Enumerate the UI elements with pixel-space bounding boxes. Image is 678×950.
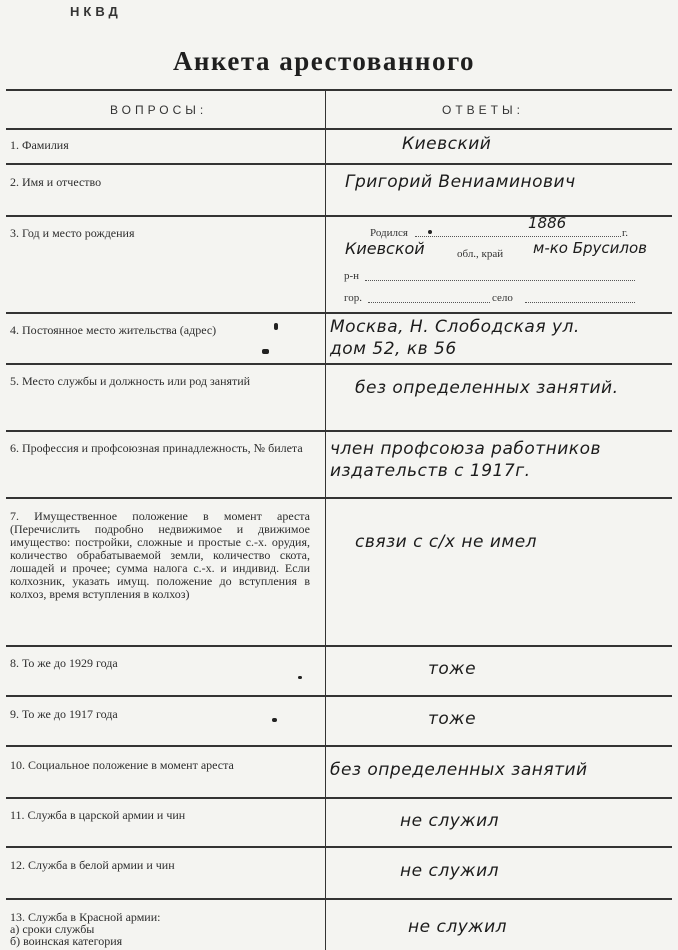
questions-column-header: ВОПРОСЫ: bbox=[110, 103, 208, 117]
row-separator bbox=[6, 645, 672, 647]
question-red-army: 13. Служба в Красной армии: а) сроки службы б) воинская категория bbox=[10, 910, 161, 948]
birth-city-line bbox=[368, 302, 490, 303]
answer-white-army: не служил bbox=[400, 861, 499, 881]
row-separator bbox=[6, 215, 672, 217]
row-separator bbox=[6, 846, 672, 848]
ink-mark bbox=[274, 323, 278, 330]
answer-employment: без определенных занятий. bbox=[355, 378, 619, 398]
answer-property-1917: тоже bbox=[428, 709, 477, 729]
row-separator bbox=[6, 898, 672, 900]
question-name-patronymic: 2. Имя и отчество bbox=[10, 175, 102, 189]
birth-year-line bbox=[415, 236, 621, 237]
table-top-rule bbox=[6, 89, 672, 91]
row-separator bbox=[6, 363, 672, 365]
birth-village-label: село bbox=[492, 292, 513, 304]
table-header-rule bbox=[6, 128, 672, 130]
birth-district-label: р-н bbox=[344, 270, 360, 282]
answer-name-patronymic: Григорий Вениаминович bbox=[345, 172, 576, 192]
birth-village-line bbox=[525, 302, 635, 303]
answer-property: связи с с/х не имел bbox=[355, 532, 538, 552]
question-residence: 4. Постоянное место жительства (адрес) bbox=[10, 323, 217, 337]
answer-social-status: без определенных занятий bbox=[330, 760, 588, 780]
row-separator bbox=[6, 695, 672, 697]
answer-red-army: не служил bbox=[408, 917, 507, 937]
row-separator bbox=[6, 745, 672, 747]
question-property-1929: 8. То же до 1929 года bbox=[10, 656, 118, 670]
birth-year: 1886 bbox=[528, 214, 567, 232]
answer-property-1929: тоже bbox=[428, 659, 477, 679]
answer-residence: Москва, Н. Слободская ул. дом 52, кв 56 bbox=[330, 317, 580, 359]
question-property: 7. Имущественное положение в момент ареста (Перечислить подробно недвижимое и движимое имущество: постройки, сложные и простые с.-х. орудия, количество обрабатываемой земли, количество скота, лошадей и прочее; сумма налога с.-х. и индивид. Если колхозник, указать имущ. положение до вступления в колхоз, время вступления в колхоз) bbox=[10, 509, 310, 601]
question-tsarist-army: 11. Служба в царской армии и чин bbox=[10, 808, 186, 822]
row-separator bbox=[6, 312, 672, 314]
answer-surname: Киевский bbox=[402, 134, 492, 154]
birth-born-label: Родился bbox=[370, 227, 408, 239]
answers-column-header: ОТВЕТЫ: bbox=[442, 103, 524, 117]
row-separator bbox=[6, 797, 672, 799]
ink-mark bbox=[262, 349, 269, 354]
question-surname: 1. Фамилия bbox=[10, 138, 69, 152]
answer-profession: член профсоюза работников издательств с 1917г. bbox=[330, 439, 601, 481]
birth-city-label: гор. bbox=[344, 292, 362, 304]
page-title: Анкета арестованного bbox=[172, 46, 476, 76]
question-employment: 5. Место службы и должность или род занятий bbox=[10, 374, 251, 388]
birth-year-suffix: г. bbox=[622, 227, 629, 239]
birth-place: м-ко Брусилов bbox=[533, 239, 648, 257]
agency-header: НКВД bbox=[70, 4, 122, 19]
question-birth: 3. Год и место рождения bbox=[10, 226, 135, 240]
row-separator bbox=[6, 163, 672, 165]
birth-district-line bbox=[365, 280, 635, 281]
ink-mark bbox=[298, 676, 302, 679]
question-profession: 6. Профессия и профсоюзная принадлежность, № билета bbox=[10, 441, 303, 455]
answer-tsarist-army: не служил bbox=[400, 811, 499, 831]
question-social-status: 10. Социальное положение в момент ареста bbox=[10, 758, 234, 772]
birth-region: Киевской bbox=[345, 239, 425, 258]
question-property-1917: 9. То же до 1917 года bbox=[10, 707, 118, 721]
ink-mark bbox=[272, 718, 277, 722]
birth-region-label: обл., край bbox=[457, 248, 504, 260]
row-separator bbox=[6, 497, 672, 499]
question-white-army: 12. Служба в белой армии и чин bbox=[10, 858, 175, 872]
row-separator bbox=[6, 430, 672, 432]
ink-mark bbox=[428, 230, 432, 234]
column-divider bbox=[325, 90, 326, 950]
